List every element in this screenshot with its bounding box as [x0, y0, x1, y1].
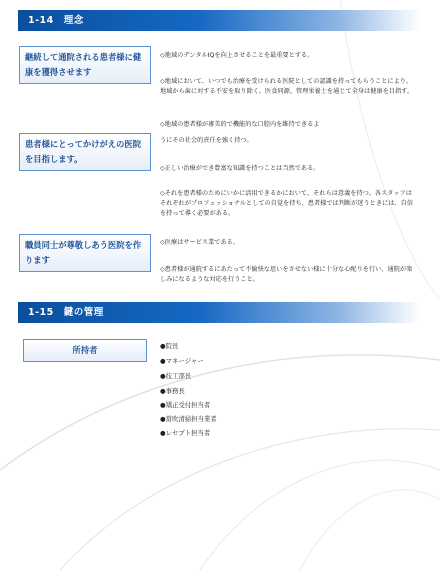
label-irreplaceable-clinic: 患者様にとってかけがえの医院を目指します。: [19, 133, 151, 171]
paragraph-comfort: ◇患者様が通院するにあたって不愉快な思いをさせない様に十分な心配りを行い、通院が楽しみになるような対応を行うこと。: [160, 266, 413, 283]
holder-item: ●矯正受付担当者: [160, 401, 211, 409]
paragraph-aesthetic: ◇地域の患者様が審美的で機能的な口腔内を維持できるよ: [160, 121, 320, 128]
holder-item: ●技工部長: [160, 372, 192, 380]
label-holders: 所持者: [23, 339, 147, 362]
section-header-philosophy: 1-14 理念: [18, 10, 420, 31]
paragraph-service: ◇医療はサービス業である。: [160, 239, 240, 246]
holder-item: ●當吹清掃担当業者: [160, 415, 217, 423]
holder-item: ●院長: [160, 342, 179, 350]
paragraph-community: ◇地域において、いつでも治療を受けられる医院としての認識を持ってもらうことにより、地域から歯に対する不安を取り除く。医食同源、管理栄養士を通じて全身は健康を目指す。: [160, 78, 414, 95]
holder-item: ●マネージャー: [160, 357, 204, 365]
label-health: 継続して通院される患者様に健康を獲得させます: [19, 46, 151, 84]
section-header-key-management: 1-15 鍵の管理: [18, 302, 420, 323]
holder-item: ●レセプト担当者: [160, 429, 211, 437]
paragraph-dental-iq: ◇地域のデンタルIQを向上させることを最重要とする。: [160, 52, 314, 59]
paragraph-responsibility: うにその社会的責任を強く持つ。: [160, 137, 253, 144]
holder-item: ●事務長: [160, 387, 185, 395]
paragraph-knowledge: ◇正しい治療ができ豊富な知識を持つことは当然である。: [160, 165, 320, 172]
label-mutual-respect: 職員同士が尊敬しあう医院を作ります: [19, 234, 151, 272]
paragraph-professional: ◇それを患者様のためにいかに活用できるかにおいて、それらは意義を持つ。各スタッフはそれぞれがプロフェッショナルとしての自覚を持ち、患者様では判断が迷うときには、自信を持って導く必要がある。: [160, 190, 413, 217]
